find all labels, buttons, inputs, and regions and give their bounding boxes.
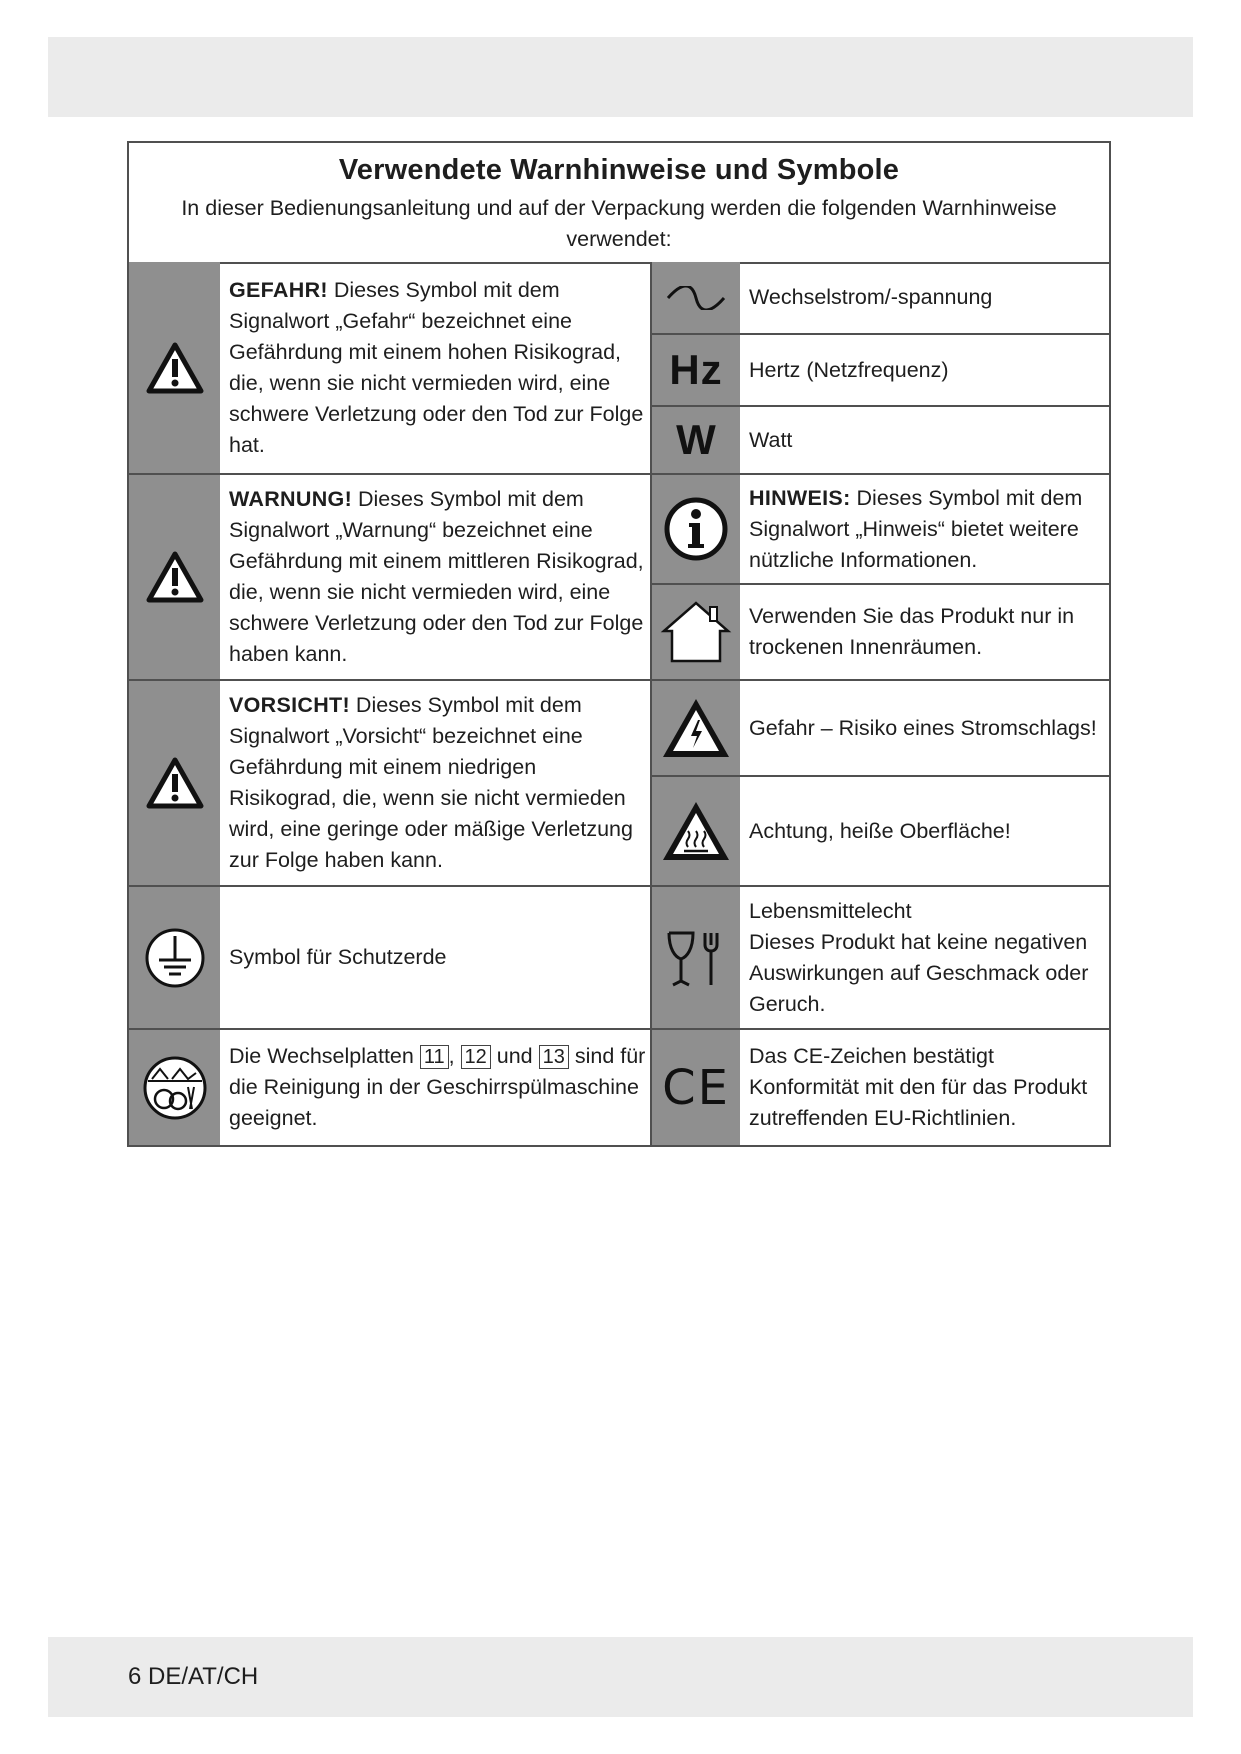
table-title: Verwendete Warnhinweise und Symbole [338,154,900,186]
row-protective-earth [129,887,652,1030]
caution-signal-word: VORSICHT! [229,693,350,717]
dishwasher-safe-icon [129,1030,220,1145]
food-safe-title: Lebensmittelecht [749,898,912,923]
earth-description: Symbol für Schutzerde [229,945,447,969]
row-hertz [652,335,1109,407]
row-hot-surface [652,777,1109,887]
watt-description: Watt [749,427,793,452]
ac-description: Wechselstrom/-spannung [749,285,993,309]
danger-description: Dieses Symbol mit dem Signalwort „Gefahr“ bezeichnet eine Gefährdung mit einem hohen Risikograd, die, wenn sie nicht vermieden wird, eine schwere Verletzung oder den Tod zur Folge hat. [229,277,644,457]
high-voltage-icon [652,681,740,775]
shock-description: Gefahr – Risiko eines Stromschlags! [749,715,1097,740]
row-electric-shock [652,681,1109,777]
row-dishwasher [129,1030,652,1145]
ce-description: Das CE-Zeichen bestätigt Konformität mit den für das Produkt zutreffenden EU-Richtlinien. [749,1044,1088,1130]
part-ref-13: 13 [539,1045,569,1069]
protective-earth-icon [129,887,220,1028]
part-ref-11: 11 [420,1045,449,1069]
alternating-current-icon [652,262,740,333]
indoor-description: Verwenden Sie das Produkt nur in trockenen Innenräumen. [749,604,1075,659]
food-safe-description: Lebensmittelecht Dieses Produkt hat keine negativen Auswirkungen auf Geschmack oder Geruch. [749,896,1105,1020]
row-note [652,475,1109,585]
table-intro: In dieser Bedienungsanleitung und auf der Verpackung werden die folgenden Warnhinweise verwendet: [181,196,1057,251]
row-food-safe [652,887,1109,1030]
row-alternating-current [652,262,1109,335]
note-description: Dieses Symbol mit dem Signalwort „Hinweis“ bietet weitere nützliche Informationen. [749,485,1083,572]
header-band [48,37,1193,117]
row-warning [129,475,652,681]
row-danger [129,262,652,475]
row-indoor-use [652,585,1109,681]
hot-surface-description: Achtung, heiße Oberfläche! [749,818,1011,843]
dishwasher-description: Die Wechselplatten 11 , 12 und 13 sind für die Reinigung in der Geschirrspülmaschine geeignet. [229,1044,646,1130]
danger-signal-word: GEFAHR! [229,277,328,302]
house-icon [652,585,740,679]
caution-description: Dieses Symbol mit dem Signalwort „Vorsicht“ bezeichnet eine Gefährdung mit einem niedrigen Risikograd, die, wenn sie nicht vermieden wird, eine geringe oder mäßige Verletzung zur Folge haben kann. [229,693,633,872]
part-ref-12: 12 [461,1045,491,1069]
warning-triangle-icon [129,475,220,679]
info-icon [652,475,740,583]
hertz-description: Hertz (Netzfrequenz) [749,357,949,382]
hot-surface-icon [652,777,740,885]
note-signal-word: HINWEIS: [749,485,851,510]
food-safe-icon [652,887,740,1028]
page-number: 6 DE/AT/CH [128,1663,259,1690]
warning-triangle-icon [129,262,220,473]
row-ce-mark [652,1030,1109,1145]
warning-triangle-icon [129,681,220,885]
symbols-table [127,141,1111,1147]
footer-band [48,1637,1193,1717]
ce-mark-icon: CE [662,1059,730,1116]
hertz-icon: Hz [669,346,723,393]
table-header [129,143,1109,264]
warning-signal-word: WARNUNG! [229,487,353,511]
warning-description: Dieses Symbol mit dem Signalwort „Warnung“ bezeichnet eine Gefährdung mit einem mittleren Risikograd, die, wenn sie nicht vermieden wird, eine schwere Verletzung oder den Tod zur Folge haben kann. [229,487,644,666]
watt-icon: W [676,416,716,463]
row-caution [129,681,652,887]
row-watt [652,407,1109,475]
